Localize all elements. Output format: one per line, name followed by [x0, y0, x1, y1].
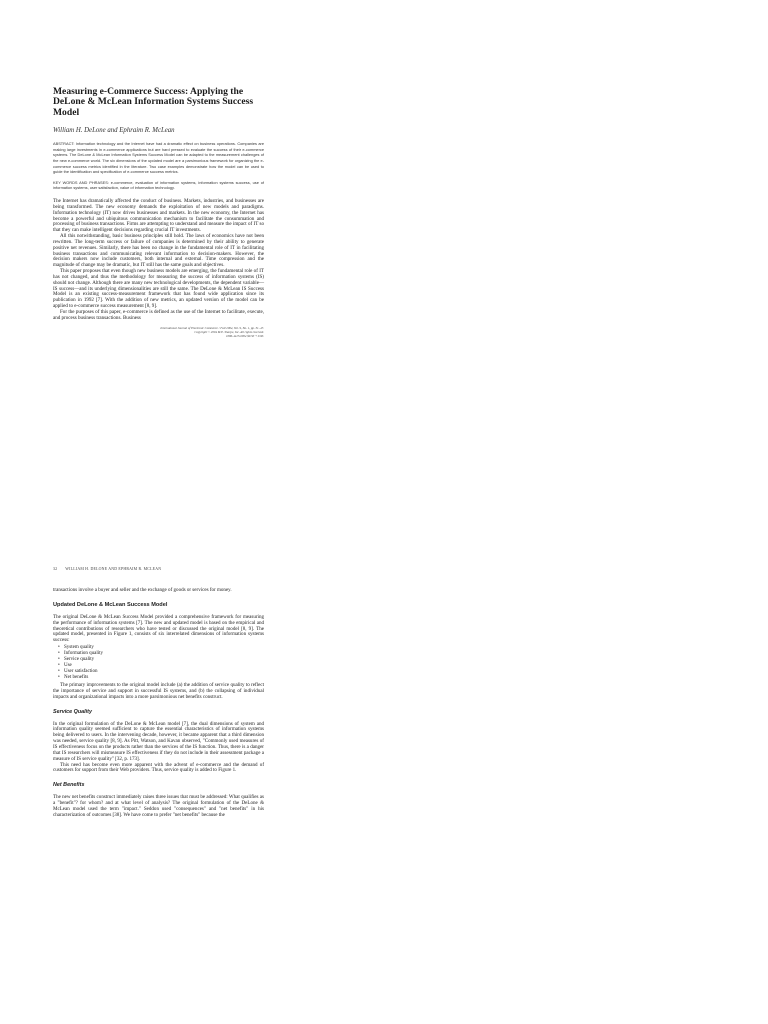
list-item: • Use: [64, 663, 264, 669]
keywords: KEY WORDS AND PHRASES: e-commerce, evaluation of information systems, information systems success, use of information systems, user satisfaction, value of information technology.: [53, 179, 264, 191]
section-heading-updated-model: Updated DeLone & McLean Success Model: [53, 601, 168, 608]
net-benefits-paragraph-1: The new net benefits construct immediately raises three issues that must be addressed: What qualifies as a "benefit"? for whom? and at what level of analysis? The original formulation of the DeLone & McLean model used the term "impact." Seddon used "consequences" and "net benefits" in his characterization of outcomes [38]. We have come to prefer "net benefits" because the: [53, 794, 264, 818]
citation-line-issn: 1086-4415/2004 $9.50 + 0.00.: [225, 333, 264, 338]
page-one: [53, 87, 264, 338]
subsection-heading-service-quality: Service Quality: [53, 708, 92, 715]
page-two: [53, 567, 264, 819]
paper-authors: William H. DeLone and Ephraim R. McLean: [53, 127, 175, 135]
service-quality-paragraph-2: This need has become even more apparent with the advent of e-commerce and the demand of customers for support from their Web providers. Thus, service quality is added to Figure 1.: [53, 761, 264, 774]
list-item: • Service quality: [64, 657, 264, 663]
intro-paragraph-3: This paper proposes that even though new business models are emerging, the fundamental role of IT has not changed, and thus the methodology for measuring the success of information systems (IS) should not change. Although there are many new technological developments, the dependent variable—IS success—and its underlying dimensionalities are still the same. The DeLone & McLean IS Success Model is an existing success-measurement framework that has found wide application since its publication in 1992 [7]. With the addition of new metrics, an updated version of the model can be applied to e-commerce success measurement [8, 9].: [53, 268, 264, 310]
section-updated-model-body: [53, 615, 264, 644]
page-number: 32: [53, 567, 58, 571]
section-updated-model-body-2: [53, 683, 264, 701]
subsection-heading-net-benefits: Net Benefits: [53, 782, 85, 789]
paper-title: Measuring e-Commerce Success: Applying the DeLone & McLean Information Systems Success Model: [53, 86, 254, 118]
list-item: • Information quality: [64, 651, 264, 657]
net-benefits-body: [53, 795, 264, 818]
section-paragraph-1: The original DeLone & McLean Success Model provided a comprehensive framework for measuring the performance of information systems [7]. The new and updated model is based on the empirical and theoretical contributions of researchers who have tested or discussed the original model [8, 9]. The updated model, presented in Figure 1, consists of six interrelated dimensions of information systems success:: [53, 613, 264, 644]
citation-line-copyright: Copyright © 2004 M.E. Sharpe, Inc. All rights reserved.: [194, 329, 264, 334]
service-quality-body: [53, 722, 264, 775]
list-item: • User satisfaction: [64, 669, 264, 675]
journal-citation: [53, 326, 264, 338]
citation-line-journal: International Journal of Electronic Commerce / Fall 2004, Vol. 9, No. 1, pp. 31–47.: [160, 325, 264, 330]
dimension-list: [64, 645, 264, 681]
list-item: • System quality: [64, 645, 264, 651]
intro-paragraph-1: The Internet has dramatically affected the conduct of business. Markets, industries, and businesses are being transformed. The new economy demands the exploitation of new models and paradigms. Information technology (IT) now drives businesses and markets. In the new economy, the Internet has become a powerful and ubiquitous communication mechanism to facilitate the consummation and processing of business transactions. Firms are attempting to understand and measure the impact of IT so that they can make intelligent decisions regarding crucial IT investments.: [53, 197, 264, 234]
intro-paragraph-2: All this notwithstanding, basic business principles still hold. The laws of economics have not been rewritten. The long-term success or failure of companies is determined by their ability to generate positive net revenues. Similarly, there has been no change in the fundamental role of IT in facilitating business transactions and communicating relevant information to decision-makers. However, the decision makers now include customers, both internal and external. Time compression and the magnitude of change may be dramatic, but IT still has the same goals and objectives.: [53, 233, 264, 269]
abstract: ABSTRACT: Information technology and the Internet have had a dramatic effect on business operations. Companies are making large investments in e-commerce applications but are hard pressed to evaluate the success of their e-commerce systems. The DeLone & McLean Information Systems Success Model can be adapted to the measurement challenges of the new e-commerce world. The six dimensions of the updated model are a parsimonious framework for organizing the e-commerce success metrics identified in the literature. Two case examples demonstrate how the model can be used to guide the identification and specification of e-commerce success metrics.: [53, 141, 264, 175]
running-header: [53, 567, 264, 571]
page-two-body: [53, 588, 264, 594]
carryover-paragraph: transactions involve a buyer and seller and the exchange of goods or services for money.: [53, 587, 232, 593]
intro-body: [53, 199, 264, 322]
service-quality-paragraph-1: In the original formulation of the DeLone & McLean model [7], the dual dimensions of system and information quality seemed sufficient to capture the essential characteristics of information systems being delivered to users. In the intervening decade, however, it became apparent that a third dimension was needed, service quality [8, 9]. As Pitt, Watson, and Kavan observed, "Commonly used measures of IS effectiveness focus on the products rather than the services of the IS function. Thus, there is a danger that IS researchers will mismeasure IS effectiveness if they do not include in their assessment package a measure of IS service quality" [32, p. 173].: [53, 720, 264, 762]
list-item: • Net benefits: [64, 675, 264, 681]
running-head-authors: WILLIAM H. DELONE AND EPHRAIM R. MCLEAN: [65, 567, 162, 571]
section-paragraph-2: The primary improvements to the original model include (a) the addition of service quality to reflect the importance of service and support in successful IS systems, and (b) the collapsing of individual impacts and organizational impacts into a more parsimonious net benefits construct.: [53, 682, 264, 700]
intro-paragraph-4: For the purposes of this paper, e-commerce is defined as the use of the Internet to facilitate, execute, and process business transactions. Business: [53, 309, 264, 321]
